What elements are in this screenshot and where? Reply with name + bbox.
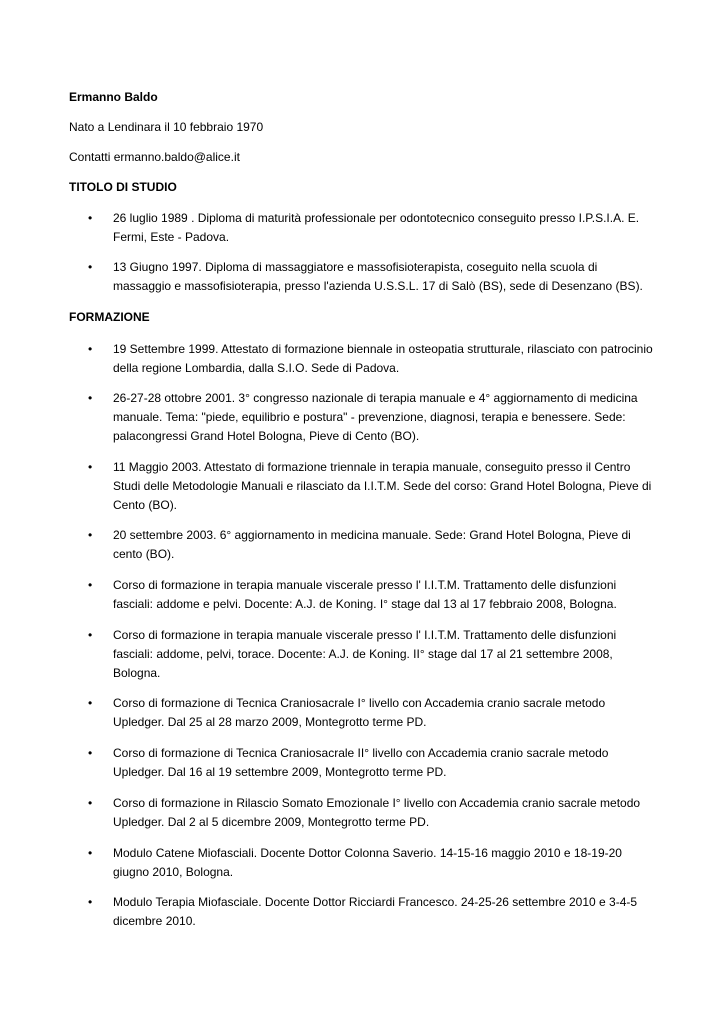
bullet-icon: •: [88, 796, 93, 810]
list-item-text: 26 luglio 1989 . Diploma di maturità professionale per odontotecnico conseguito presso I.P.S.I.A. E. Fermi, Este - Padova.: [113, 211, 640, 244]
list-item-text: Corso di formazione in terapia manuale viscerale presso l' I.I.T.M. Trattamento delle disfunzioni fasciali: addome e pelvi. Docente: A.J. de Koning. I° stage dal 13 al 17 febbraio 2008, Bologna.: [113, 578, 617, 611]
list-item-text: 13 Giugno 1997. Diploma di massaggiatore e massofisioterapista, coseguito nella scuola di massaggio e massofisioterapia, presso l'azienda U.S.S.L. 17 di Salò (BS), sede di Desenzano (BS).: [113, 260, 643, 293]
bullet-icon: •: [88, 342, 93, 356]
list-item-text: Corso di formazione in Rilascio Somato Emozionale I° livello con Accademia cranio sacrale metodo Upledger. Dal 2 al 5 dicembre 2009, Montegrotto terme PD.: [113, 796, 641, 829]
list-item-text: 26-27-28 ottobre 2001. 3° congresso nazionale di terapia manuale e 4° aggiornamento di medicina manuale. Tema: "piede, equilibrio e postura" - prevenzione, diagnosi, terapia e benessere. Sede: palacongressi Grand Hotel Bologna, Pieve di Cento (BO).: [113, 391, 638, 443]
person-name: Ermanno Baldo: [69, 90, 158, 104]
bullet-icon: •: [88, 391, 93, 405]
bullet-icon: •: [88, 895, 93, 909]
bullet-icon: •: [88, 460, 93, 474]
contact-info: Contatti ermanno.baldo@alice.it: [69, 150, 240, 164]
list-item-text: Modulo Terapia Miofasciale. Docente Dottor Ricciardi Francesco. 24-25-26 settembre 2010 e 3-4-5 dicembre 2010.: [113, 895, 638, 928]
list-item-text: 11 Maggio 2003. Attestato di formazione triennale in terapia manuale, conseguito presso il Centro Studi delle Metodologie Manuali e rilasciato da I.I.T.M. Sede del corso: Grand Hotel Bologna, Pieve di Cento (BO).: [113, 460, 652, 512]
bullet-icon: •: [88, 696, 93, 710]
list-item-text: Corso di formazione di Tecnica Craniosacrale I° livello con Accademia cranio sacrale metodo Upledger. Dal 25 al 28 marzo 2009, Montegrotto terme PD.: [113, 696, 606, 729]
list-item-text: Corso di formazione di Tecnica Craniosacrale II° livello con Accademia cranio sacrale metodo Upledger. Dal 16 al 19 settembre 2009, Montegrotto terme PD.: [113, 746, 609, 779]
list-item-text: 19 Settembre 1999. Attestato di formazione biennale in osteopatia strutturale, rilasciato con patrocinio della regione Lombardia, dalla S.I.O. Sede di Padova.: [113, 342, 653, 375]
bullet-icon: •: [88, 211, 93, 225]
list-item-text: 20 settembre 2003. 6° aggiornamento in medicina manuale. Sede: Grand Hotel Bologna, Pieve di cento (BO).: [113, 528, 631, 561]
bullet-icon: •: [88, 628, 93, 642]
section-heading-formazione: FORMAZIONE: [69, 310, 150, 324]
list-item-text: Corso di formazione in terapia manuale viscerale presso l' I.I.T.M. Trattamento delle disfunzioni fasciali: addome, pelvi, torace. Docente: A.J. de Koning. II° stage dal 17 al 21 settembre 2008, Bologna.: [113, 628, 617, 680]
bullet-icon: •: [88, 260, 93, 274]
bullet-icon: •: [88, 746, 93, 760]
birth-info: Nato a Lendinara il 10 febbraio 1970: [69, 120, 264, 134]
bullet-icon: •: [88, 528, 93, 542]
list-item-text: Modulo Catene Miofasciali. Docente Dottor Colonna Saverio. 14-15-16 maggio 2010 e 18-19-20 giugno 2010, Bologna.: [113, 846, 622, 879]
bullet-icon: •: [88, 578, 93, 592]
bullet-icon: •: [88, 846, 93, 860]
section-heading-titolo: TITOLO DI STUDIO: [69, 180, 177, 194]
